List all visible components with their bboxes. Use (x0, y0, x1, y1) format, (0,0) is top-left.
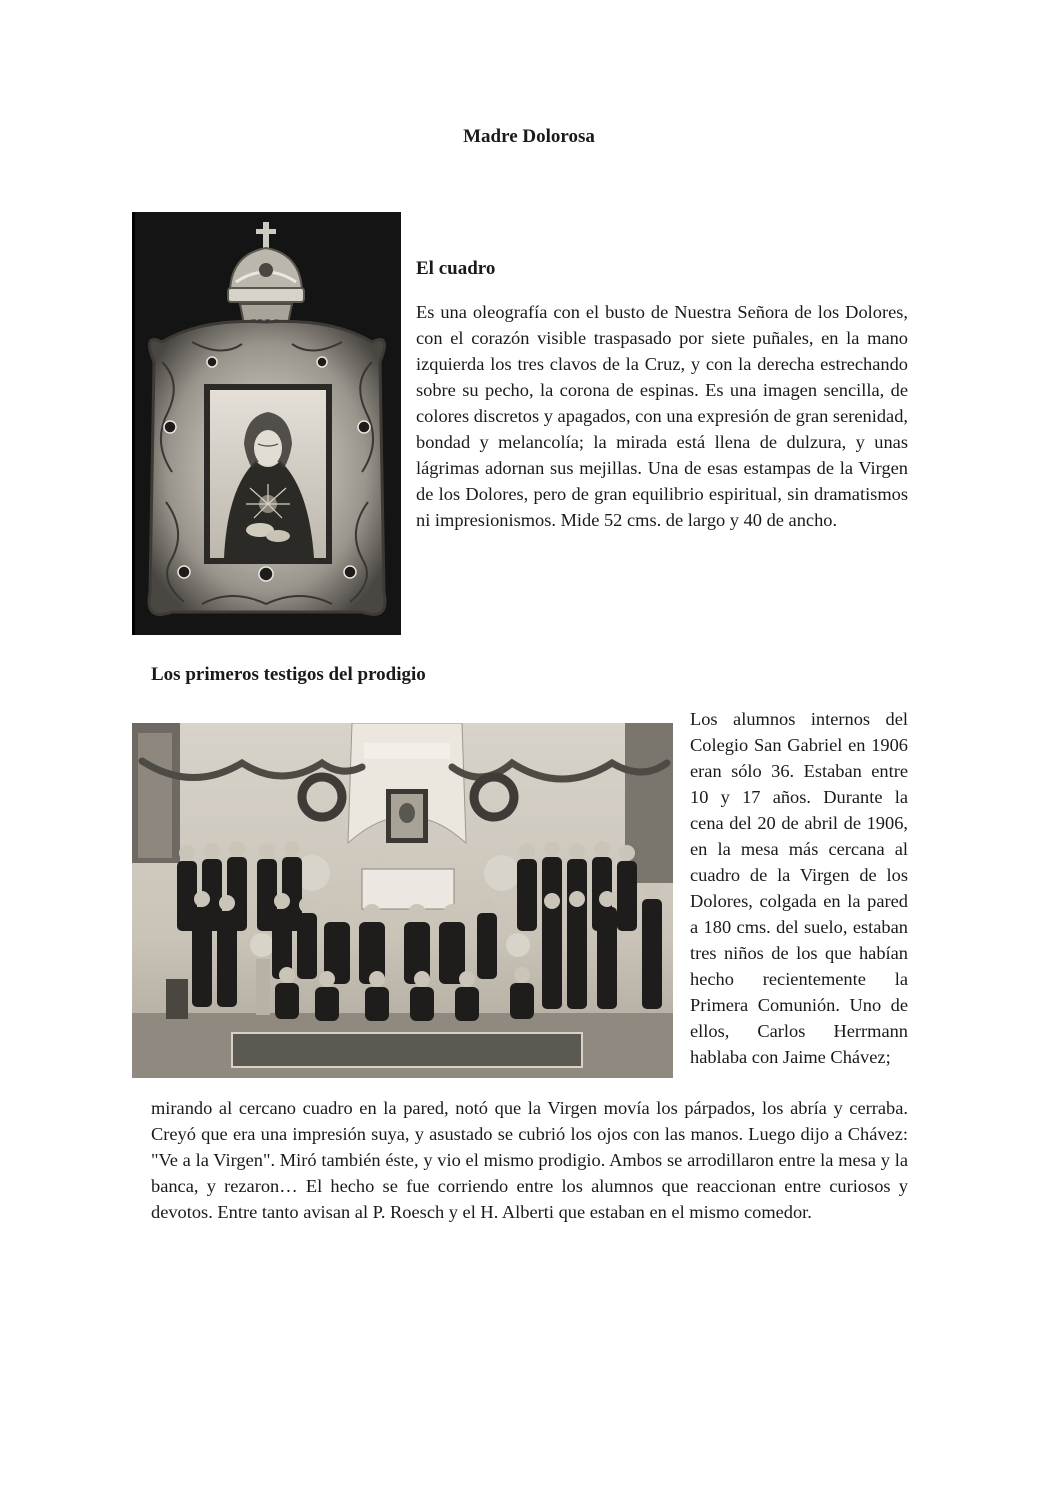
primeros-testigos-side-paragraph: Los alumnos internos del Colegio San Gabriel en 1906 eran sólo 36. Estaban entre 10 y 17 años. Durante la cena del 20 de abril de 1906, en la mesa más cercana al cuadro de la Virgen de los Dolores, colgada en la pared a 180 cms. del suelo, estaban tres niños de los que habían hecho recientemente la Primera Comunión. Uno de ellos, Carlos Herrmann hablaba con Jaime Chávez; (690, 709, 908, 1067)
el-cuadro-paragraph: Es una oleografía con el busto de Nuestra Señora de los Dolores, con el corazón visible traspasado por siete puñales, en la mano izquierda los tres clavos de la Cruz, y con la derecha estrechando sobre su pecho, la corona de espinas. Es una imagen sencilla, de colores discretos y apagados, con una expresión de gran serenidad, bondad y melancolía; la mirada está llena de dulzura, y unas lágrimas adornan sus mejillas. Una de esas estampas de la Virgen de los Dolores, pero de gran equilibrio espiritual, sin dramatismos ni impresionismos. Mide 52 cms. de largo y 40 de ancho. (416, 302, 908, 530)
section-heading-primeros-testigos: Los primeros testigos del prodigio (151, 664, 426, 685)
framed-painting-image (132, 212, 401, 635)
section-heading-el-cuadro: El cuadro (416, 258, 496, 279)
group-photograph-illustration (132, 723, 673, 1078)
group-photograph-image (132, 723, 673, 1078)
page-title: Madre Dolorosa (463, 126, 595, 147)
framed-painting-illustration (132, 212, 401, 635)
primeros-testigos-continued-paragraph: mirando al cercano cuadro en la pared, notó que la Virgen movía los párpados, los abría y cerraba. Creyó que era una impresión suya, y asustado se cubrió los ojos con las manos. Luego dijo a Chávez: "Ve a la Virgen". Miró también éste, y vio el mismo prodigio. Ambos se arrodillaron entre la mesa y la banca, y rezaron… El hecho se fue corriendo entre los alumnos que reaccionan entre curiosos y devotos. Entre tanto avisan al P. Roesch y el H. Alberti que estaban en el mismo comedor. (151, 1098, 908, 1222)
